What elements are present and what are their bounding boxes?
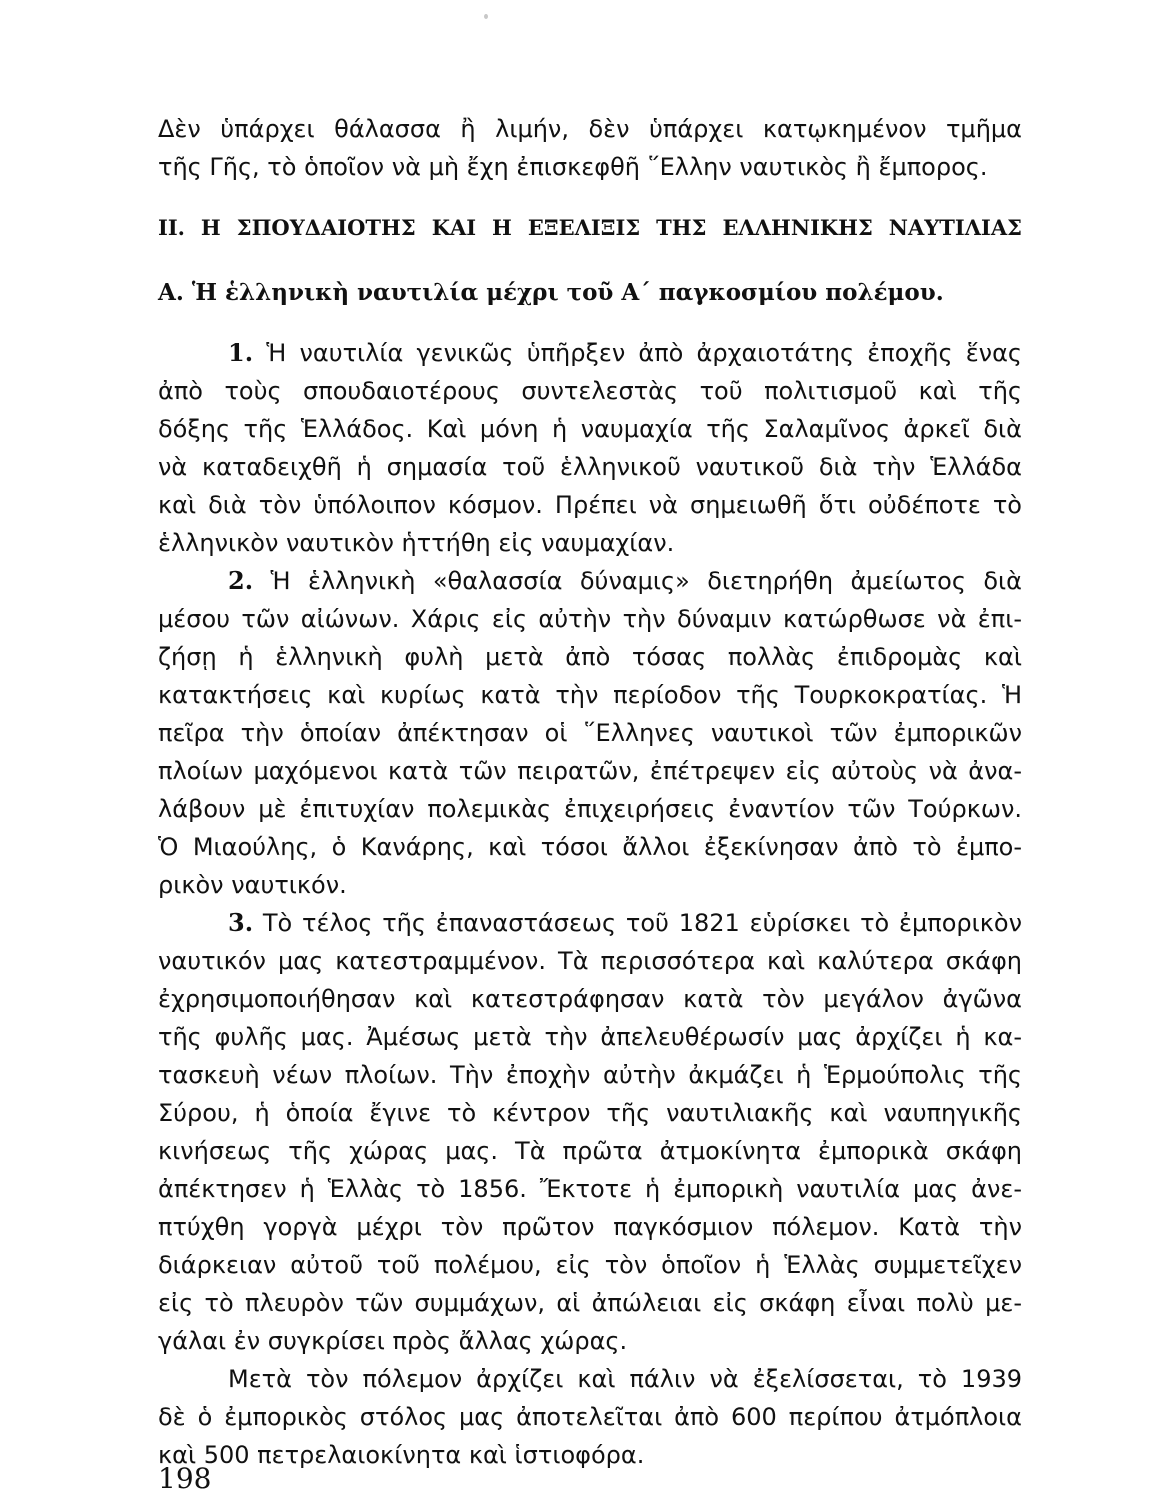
subsection-heading: Α. Ἡ ἑλληνικὴ ναυτιλία μέχρι τοῦ Α΄ παγκοσμίου πολέμου. bbox=[158, 279, 944, 306]
paragraph-line: τασκευὴ νέων πλοίων. Τὴν ἐποχὴν αὐτὴν ἀκμάζει ἡ Ἑρμούπολις τῆς bbox=[158, 1061, 1022, 1089]
paragraph-number: 2. bbox=[228, 566, 254, 595]
paragraph-line: ἐχρησιμοποιήθησαν καὶ κατεστράφησαν κατὰ τὸν μεγάλον ἀγῶνα bbox=[158, 985, 1022, 1013]
paragraph-line: πτύχθη γοργὰ μέχρι τὸν πρῶτον παγκόσμιον πόλεμον. Κατὰ τὴν bbox=[158, 1213, 1022, 1241]
paragraph-text: Ἡ ἑλληνικὴ «θαλασσία δύναμις» διετηρήθη ἀμείωτος διὰ bbox=[270, 567, 1022, 595]
paragraph-number: 3. bbox=[228, 908, 254, 937]
paragraph-line: κινήσεως τῆς χώρας μας. Τὰ πρῶτα ἀτμοκίνητα ἐμπορικὰ σκάφη bbox=[158, 1137, 1022, 1165]
paragraph-line: τῆς φυλῆς μας. Ἀμέσως μετὰ τὴν ἀπελευθέρωσίν μας ἀρχίζει ἡ κα- bbox=[158, 1023, 1022, 1051]
page-number: 198 bbox=[158, 1462, 212, 1495]
paragraph-line: Ὁ Μιαούλης, ὁ Κανάρης, καὶ τόσοι ἄλλοι ἐξεκίνησαν ἀπὸ τὸ ἐμπο- bbox=[158, 833, 1022, 861]
paragraph-text: Τὸ τέλος τῆς ἐπαναστάσεως τοῦ 1821 εὑρίσκει τὸ ἐμπορικὸν bbox=[262, 909, 1022, 937]
paragraph-line: νὰ καταδειχθῆ ἡ σημασία τοῦ ἑλληνικοῦ ναυτικοῦ διὰ τὴν Ἑλλάδα bbox=[158, 453, 1022, 481]
paragraph-line: κατακτήσεις καὶ κυρίως κατὰ τὴν περίοδον τῆς Τουρκοκρατίας. Ἡ bbox=[158, 681, 1022, 709]
paragraph-line: μέσου τῶν αἰώνων. Χάρις εἰς αὐτὴν τὴν δύναμιν κατώρθωσε νὰ ἐπι- bbox=[158, 605, 1022, 633]
paragraph-line: λάβουν μὲ ἐπιτυχίαν πολεμικὰς ἐπιχειρήσεις ἐναντίον τῶν Τούρκων. bbox=[158, 795, 1022, 823]
closing-line: δὲ ὁ ἐμπορικὸς στόλος μας ἀποτελεῖται ἀπὸ 600 περίπου ἀτμόπλοια bbox=[158, 1403, 1022, 1431]
paragraph-line: δόξης τῆς Ἑλλάδος. Καὶ μόνη ἡ ναυμαχία τῆς Σαλαμῖνος ἀρκεῖ διὰ bbox=[158, 415, 1022, 443]
paragraph-line: εἰς τὸ πλευρὸν τῶν συμμάχων, αἱ ἀπώλειαι εἰς σκάφη εἶναι πολὺ με- bbox=[158, 1289, 1022, 1317]
paragraph-line: ἀπὸ τοὺς σπουδαιοτέρους συντελεστὰς τοῦ πολιτισμοῦ καὶ τῆς bbox=[158, 377, 1022, 405]
paragraph-line: πεῖρα τὴν ὁποίαν ἀπέκτησαν οἱ ῞Ελληνες ναυτικοὶ τῶν ἐμπορικῶν bbox=[158, 719, 1022, 747]
paragraph-text: Ἡ ναυτιλία γενικῶς ὑπῆρξεν ἀπὸ ἀρχαιοτάτης ἐποχῆς ἕνας bbox=[266, 339, 1022, 367]
closing-line: καὶ 500 πετρελαιοκίνητα καὶ ἱστιοφόρα. bbox=[158, 1441, 645, 1469]
section-heading: II. Η ΣΠΟΥΔΑΙΟΤΗΣ ΚΑΙ Η ΕΞΕΛΙΞΙΣ ΤΗΣ ΕΛΛΗΝΙΚΗΣ ΝΑΥΤΙΛΙΑΣ bbox=[158, 215, 1022, 240]
intro-line: Δὲν ὑπάρχει θάλασσα ἢ λιμήν, δὲν ὑπάρχει κατῳκημένον τμῆμα bbox=[158, 115, 1022, 143]
paragraph-3-first-line bbox=[228, 908, 1022, 938]
paragraph-line: γάλαι ἐν συγκρίσει πρὸς ἄλλας χώρας. bbox=[158, 1327, 628, 1355]
intro-line: τῆς Γῆς, τὸ ὁποῖον νὰ μὴ ἔχη ἐπισκεφθῆ ῞Ελλην ναυτικὸς ἢ ἔμπορος. bbox=[158, 153, 988, 181]
paragraph-line: ναυτικόν μας κατεστραμμένον. Τὰ περισσότερα καὶ καλύτερα σκάφη bbox=[158, 947, 1022, 975]
paragraph-number: 1. bbox=[228, 338, 254, 367]
paragraph-line: ἑλληνικὸν ναυτικὸν ἡττήθη εἰς ναυμαχίαν. bbox=[158, 529, 675, 557]
paragraph-line: πλοίων μαχόμενοι κατὰ τῶν πειρατῶν, ἐπέτρεψεν εἰς αὐτοὺς νὰ ἀνα- bbox=[158, 757, 1022, 785]
paragraph-line: ρικὸν ναυτικόν. bbox=[158, 871, 347, 899]
closing-line: Μετὰ τὸν πόλεμον ἀρχίζει καὶ πάλιν νὰ ἐξελίσσεται, τὸ 1939 bbox=[228, 1365, 1022, 1393]
paragraph-line: ἀπέκτησεν ἡ Ἑλλὰς τὸ 1856. Ἔκτοτε ἡ ἐμπορικὴ ναυτιλία μας ἀνε- bbox=[158, 1175, 1022, 1203]
paragraph-line: διάρκειαν αὐτοῦ τοῦ πολέμου, εἰς τὸν ὁποῖον ἡ Ἑλλὰς συμμετεῖχεν bbox=[158, 1251, 1022, 1279]
paragraph-1-first-line bbox=[228, 338, 1022, 368]
paragraph-2-first-line bbox=[228, 566, 1022, 596]
paragraph-line: καὶ διὰ τὸν ὑπόλοιπον κόσμον. Πρέπει νὰ σημειωθῆ ὅτι οὐδέποτε τὸ bbox=[158, 491, 1022, 519]
paragraph-line: Σύρου, ἡ ὁποία ἔγινε τὸ κέντρον τῆς ναυτιλιακῆς καὶ ναυπηγικῆς bbox=[158, 1099, 1022, 1127]
paragraph-line: ζήσῃ ἡ ἑλληνικὴ φυλὴ μετὰ ἀπὸ τόσας πολλὰς ἐπιδρομὰς καὶ bbox=[158, 643, 1022, 671]
scan-speck bbox=[484, 14, 488, 19]
